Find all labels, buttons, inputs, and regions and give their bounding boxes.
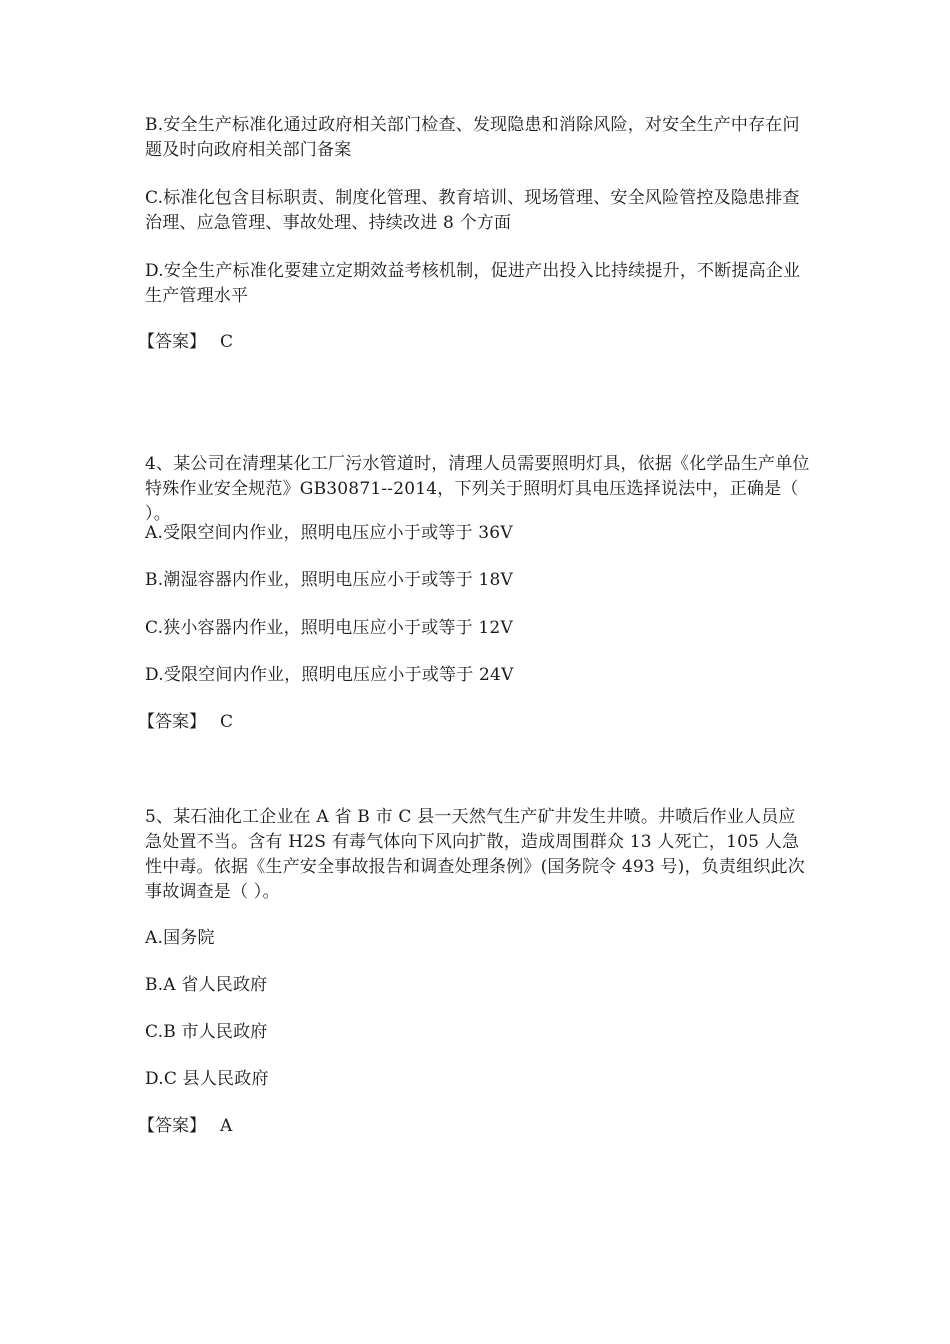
q5-option-b: B.A 省人民政府 <box>145 975 268 995</box>
q5-stem: 5、某石油化工企业在 A 省 B 市 C 县一天然气生产矿井发生井喷。井喷后作业人员应急处置不当。含有 H2S 有毒气体向下风向扩散，造成周围群众 13 人死亡，105 人急性中毒。依据《生产安全事故报告和调查处理条例》(国务院令 493 号)，负责组织此次事故调查是（ ）。 <box>145 807 805 902</box>
q3-answer <box>138 330 233 355</box>
answer-value: C <box>220 712 234 732</box>
q4-stem: 4、某公司在清理某化工厂污水管道时，清理人员需要照明灯具，依据《化学品生产单位特殊作业安全规范》GB30871--2014，下列关于照明灯具电压选择说法中，正确是（ ）。 <box>145 454 810 524</box>
q5-option-a: A.国务院 <box>145 928 215 948</box>
q3-option-c: C.标准化包含目标职责、制度化管理、教育培训、现场管理、安全风险管控及隐患排查治理、应急管理、事故处理、持续改进 8 个方面 <box>145 188 800 233</box>
answer-label: 【答案】 <box>138 332 206 352</box>
q5-option-d: D.C 县人民政府 <box>145 1069 269 1089</box>
q3-option-d: D.安全生产标准化要建立定期效益考核机制，促进产出投入比持续提升，不断提高企业生产管理水平 <box>145 261 801 306</box>
answer-value: C <box>220 332 234 352</box>
answer-label: 【答案】 <box>138 1116 206 1136</box>
q4-option-c: C.狭小容器内作业，照明电压应小于或等于 12V <box>145 618 513 638</box>
q4-option-a: A.受限空间内作业，照明电压应小于或等于 36V <box>145 523 513 543</box>
q4-answer <box>138 710 233 735</box>
answer-label: 【答案】 <box>138 712 206 732</box>
q5-option-c: C.B 市人民政府 <box>145 1022 268 1042</box>
q5-answer <box>138 1114 232 1139</box>
answer-value: A <box>220 1116 233 1136</box>
q4-option-d: D.受限空间内作业，照明电压应小于或等于 24V <box>145 665 514 685</box>
q4-option-b: B.潮湿容器内作业，照明电压应小于或等于 18V <box>145 570 514 590</box>
q3-option-b: B.安全生产标准化通过政府相关部门检查、发现隐患和消除风险，对安全生产中存在问题及时向政府相关部门备案 <box>145 115 800 160</box>
